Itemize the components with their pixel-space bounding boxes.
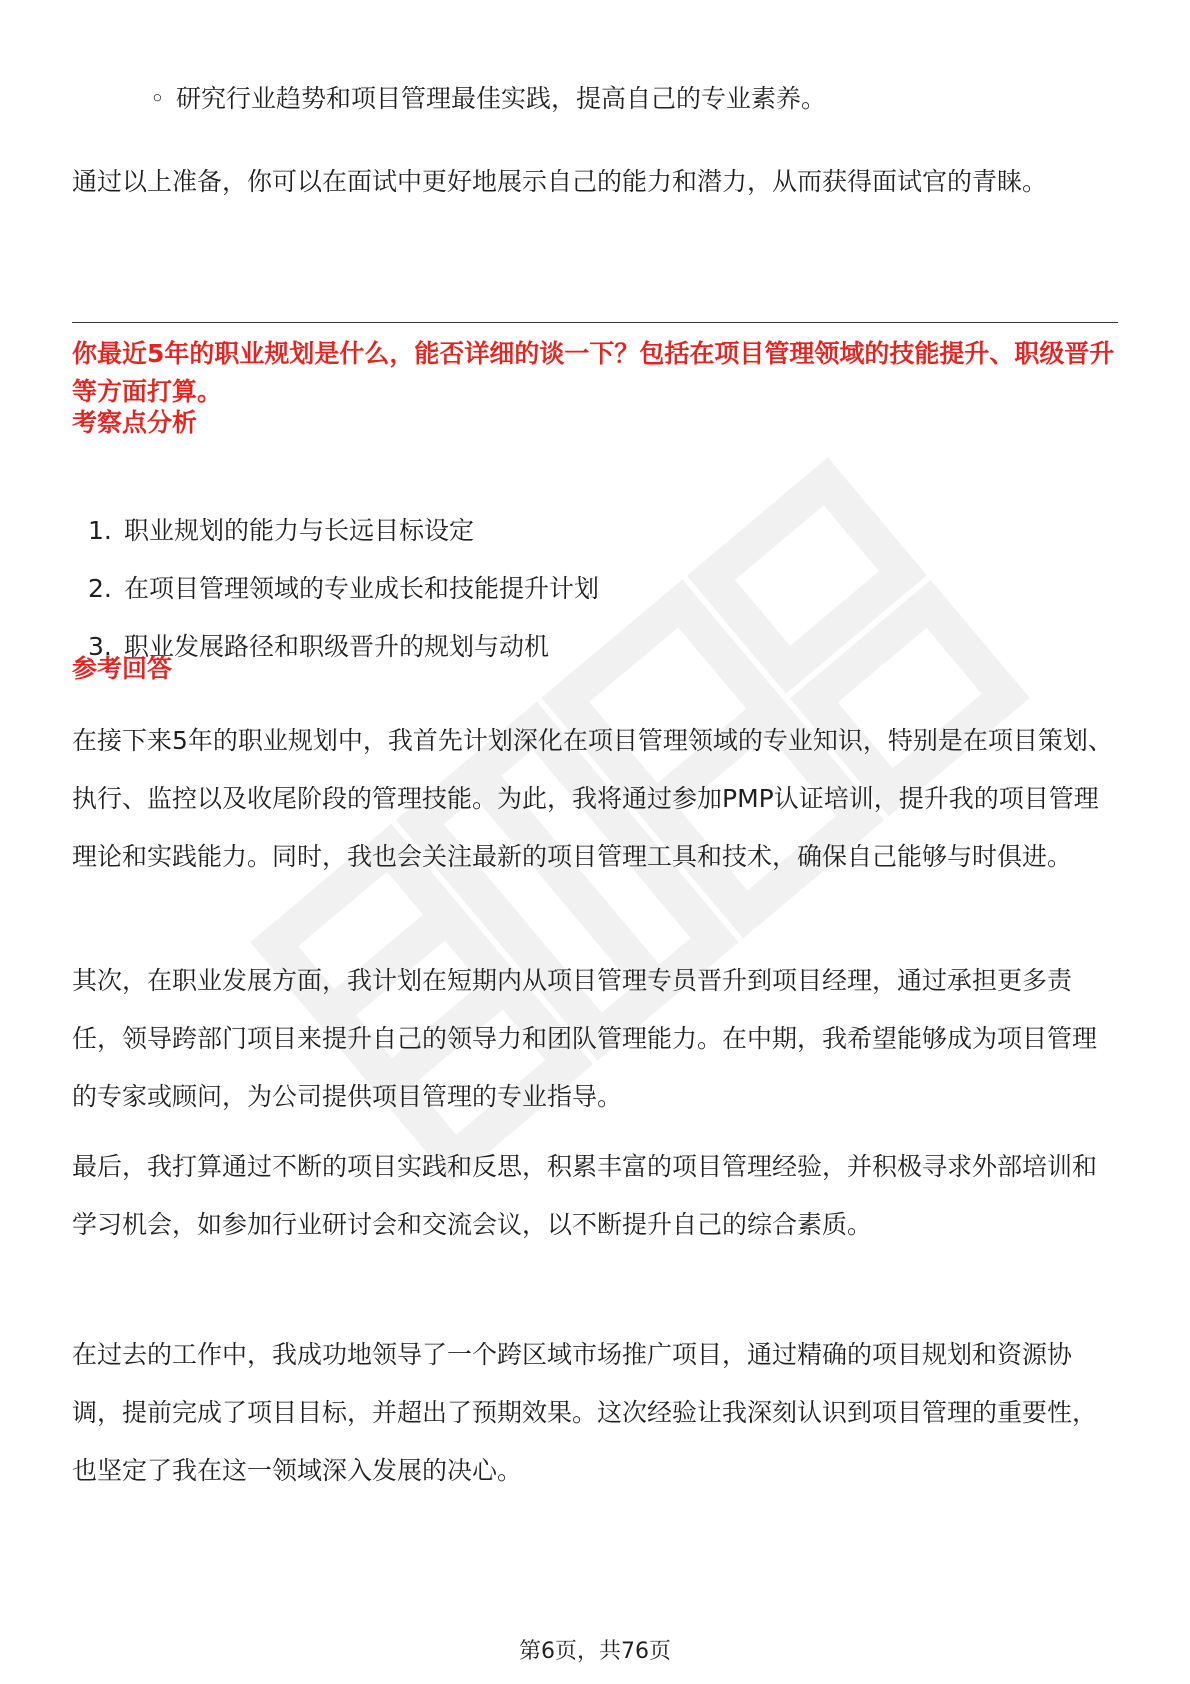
reference-title: 参考回答 <box>72 654 173 683</box>
section-divider <box>72 322 1118 323</box>
list-item <box>88 502 599 560</box>
list-item-text: 在项目管理领域的专业成长和技能提升计划 <box>124 574 600 603</box>
list-item-text: 职业发展路径和职级晋升的规划与动机 <box>124 632 550 661</box>
list-number: 3. <box>88 632 112 661</box>
analysis-title: 考察点分析 <box>72 408 198 437</box>
list-number: 1. <box>88 516 112 545</box>
answer-paragraph: 在过去的工作中，我成功地领导了一个跨区域市场推广项目，通过精确的项目规划和资源协调，提前完成了项目目标，并超出了预期效果。这次经验让我深刻认识到项目管理的重要性，也坚定了我在这一领域深入发展的决心。 <box>72 1340 1098 1485</box>
answer-paragraph: 其次，在职业发展方面，我计划在短期内从项目管理专员晋升到项目经理，通过承担更多责任，领导跨部门项目来提升自己的领导力和团队管理能力。在中期，我希望能够成为项目管理的专家或顾问，为公司提供项目管理的专业指导。 <box>72 966 1098 1111</box>
sub-bullet-text: 研究行业趋势和项目管理最佳实践，提高自己的专业素养。 <box>176 84 827 113</box>
intro-paragraph: 通过以上准备，你可以在面试中更好地展示自己的能力和潜力，从而获得面试官的青睐。 <box>72 167 1048 196</box>
answer-paragraph: 在接下来5年的职业规划中，我首先计划深化在项目管理领域的专业知识，特别是在项目策划、执行、监控以及收尾阶段的管理技能。为此，我将通过参加PMP认证培训，提升我的项目管理理论和实践能力。同时，我也会关注最新的项目管理工具和技术，确保自己能够与时俱进。 <box>72 726 1113 871</box>
list-item-text: 职业规划的能力与长远目标设定 <box>124 516 475 545</box>
list-item <box>88 560 599 618</box>
sub-bullet-item <box>150 70 826 128</box>
answer-paragraph: 最后，我打算通过不断的项目实践和反思，积累丰富的项目管理经验，并积极寻求外部培训和学习机会，如参加行业研讨会和交流会议，以不断提升自己的综合素质。 <box>72 1152 1098 1239</box>
list-number: 2. <box>88 574 112 603</box>
page-footer: 第6页，共76页 <box>519 1639 671 1664</box>
question-heading: 你最近5年的职业规划是什么，能否详细的谈一下？包括在项目管理领域的技能提升、职级晋升等方面打算。 <box>72 339 1115 406</box>
bullet-marker: ◦ <box>150 84 165 113</box>
